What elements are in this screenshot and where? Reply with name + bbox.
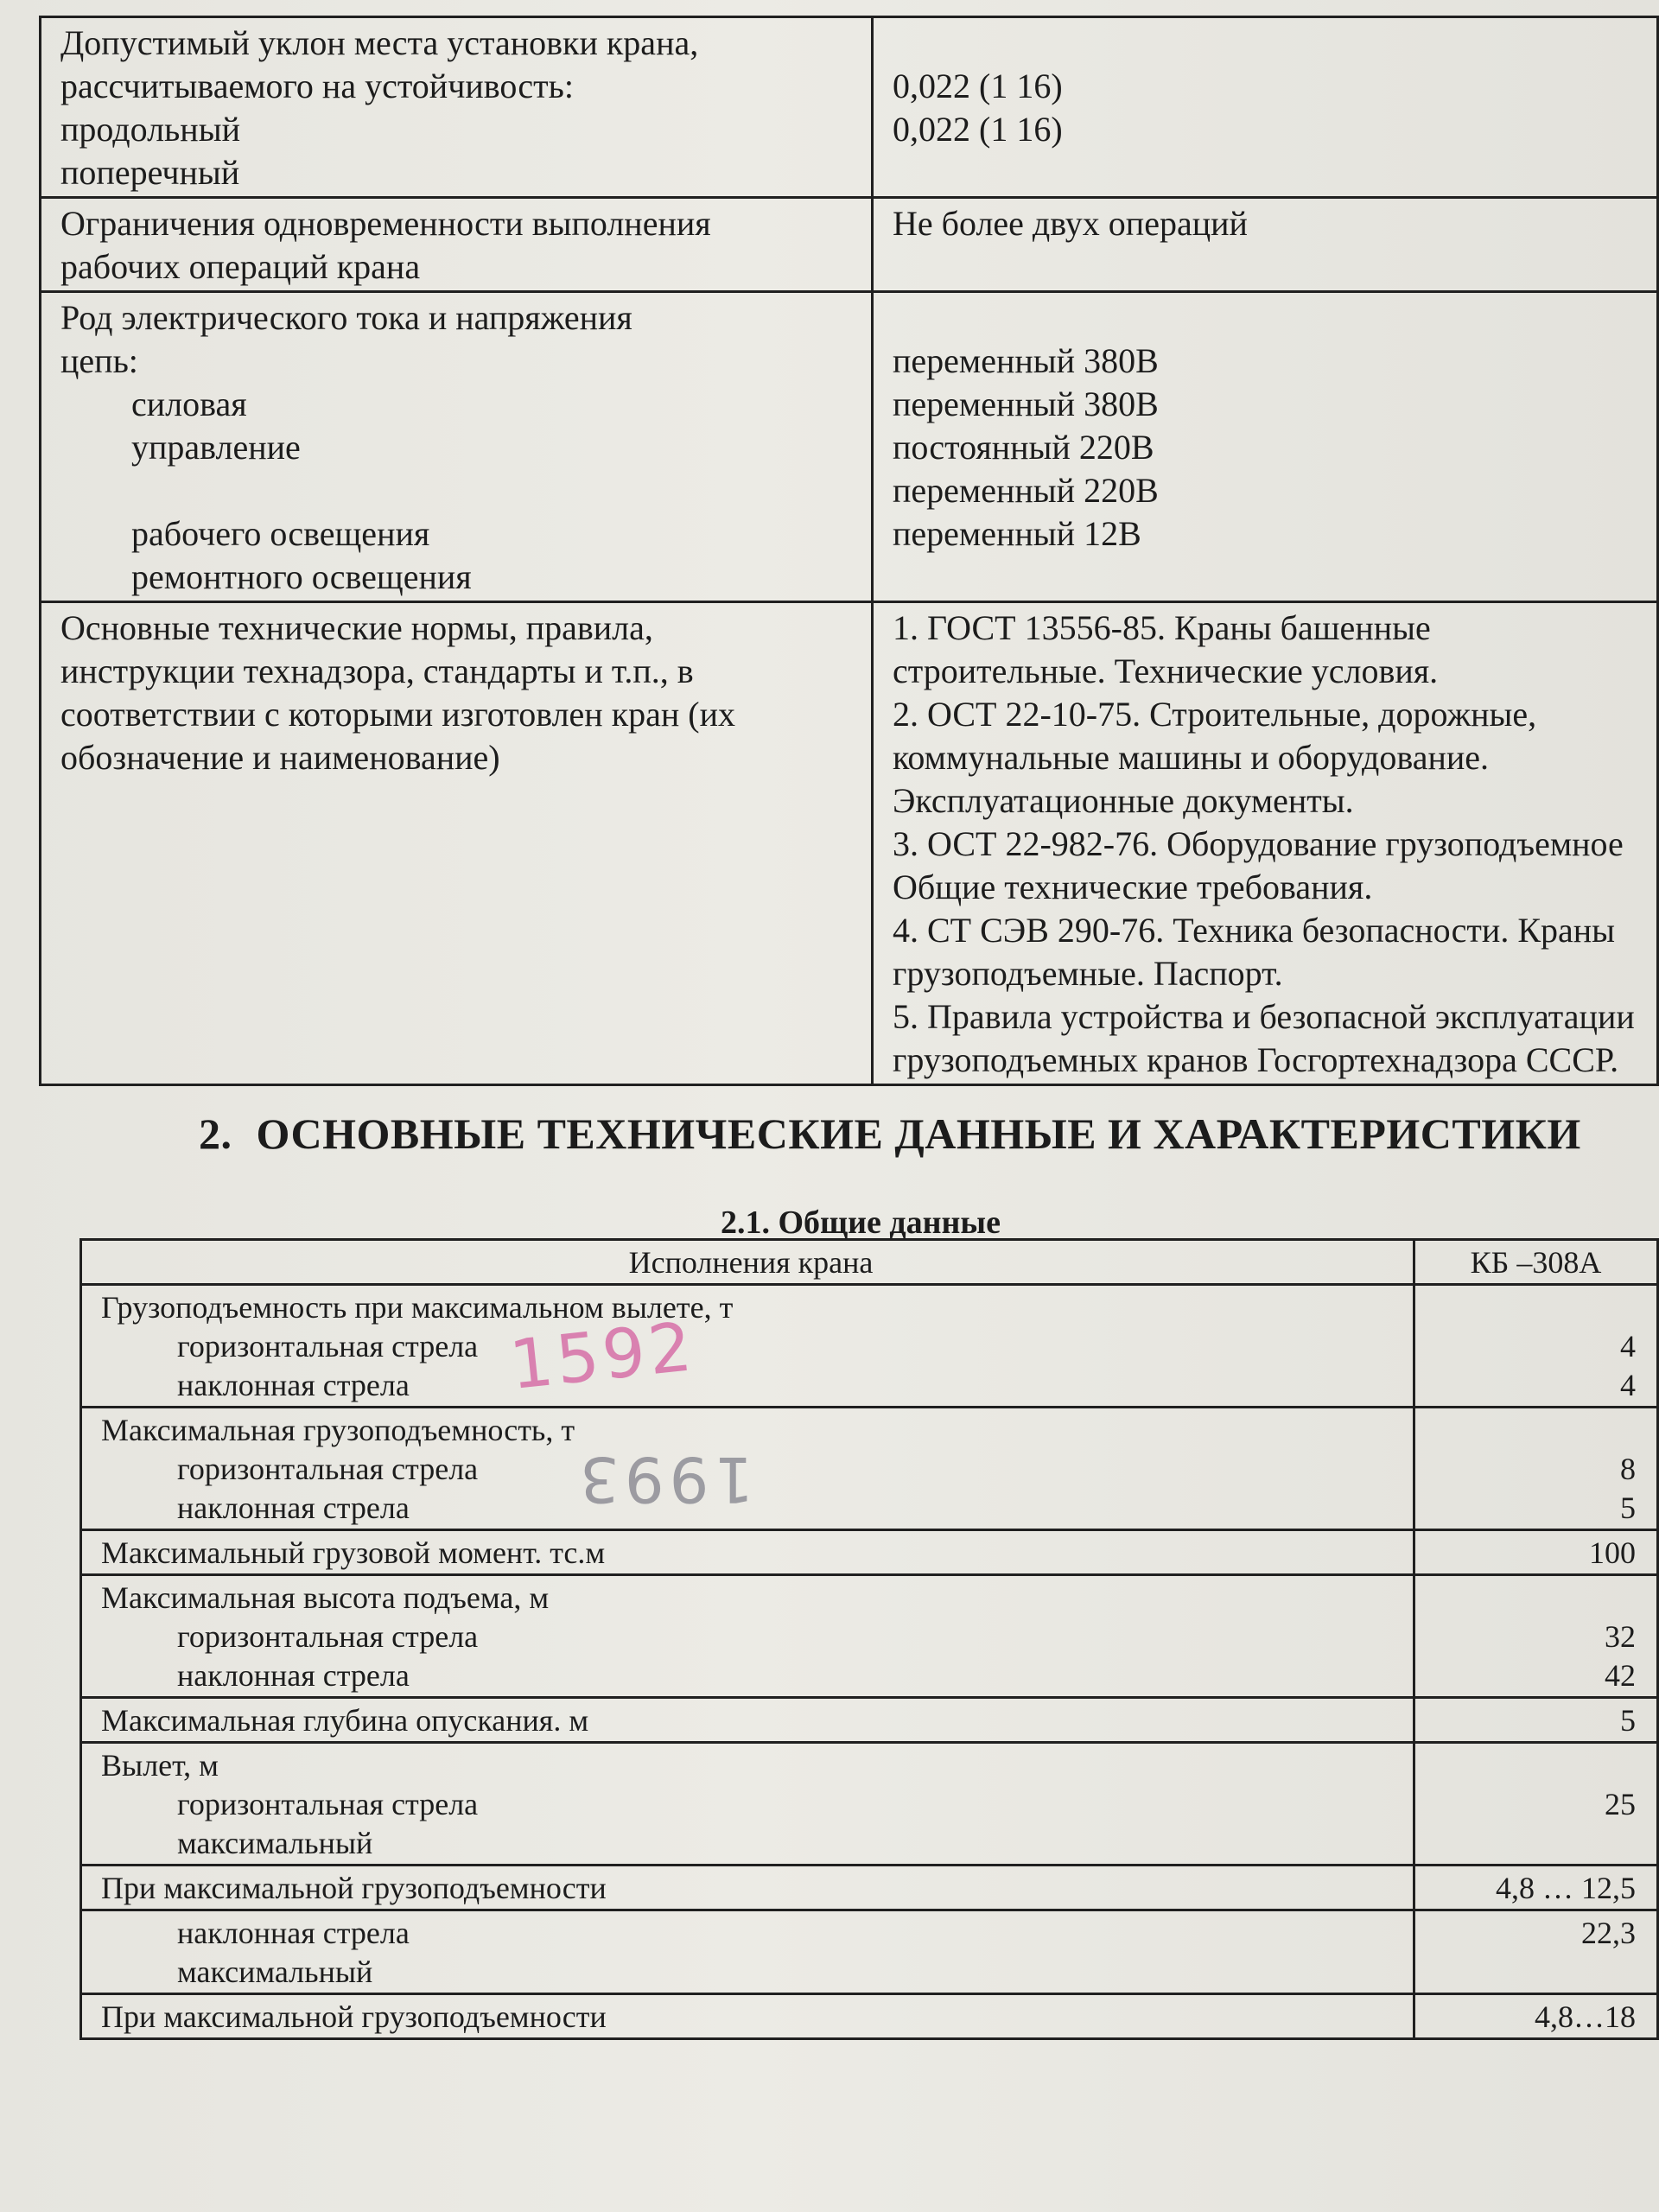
general-info-table: [39, 16, 1659, 1086]
table-row: [81, 1994, 1658, 2039]
label-cell: [81, 1910, 1414, 1994]
table-row: [81, 1575, 1658, 1698]
standard-item: строительные. Технические условия.: [893, 652, 1439, 690]
table-row: [81, 1910, 1658, 1994]
table-row: [41, 292, 1658, 602]
table-row: [81, 1866, 1658, 1910]
specs-table: [79, 1238, 1659, 2040]
sub-label: ремонтного освещения: [131, 557, 472, 596]
label-cell: [81, 1285, 1414, 1408]
section-title: ОСНОВНЫЕ ТЕХНИЧЕСКИЕ ДАННЫЕ И ХАРАКТЕРИСТИКИ: [256, 1109, 1581, 1158]
row-label: Максимальная грузоподъемность, т: [101, 1413, 575, 1447]
row-label: Ограничения одновременности выполнения: [60, 204, 711, 243]
row-label: рабочих операций крана: [60, 247, 421, 286]
value-cell: [873, 198, 1658, 292]
sub-label: максимальный: [177, 1955, 373, 1989]
sub-label: рабочего освещения: [131, 514, 430, 553]
sub-label: горизонтальная стрела: [177, 1452, 479, 1486]
value-cell: [1414, 1575, 1658, 1698]
value: 4: [1620, 1329, 1636, 1363]
table-row: [41, 17, 1658, 198]
value: 0,022 (1 16): [893, 110, 1063, 149]
sub-label: горизонтальная стрела: [177, 1619, 479, 1654]
value: 4,8 … 12,5: [1414, 1866, 1658, 1910]
standard-item: Эксплуатационные документы.: [893, 781, 1354, 820]
value: 4,8…18: [1414, 1994, 1658, 2039]
sub-label: максимальный: [177, 1826, 373, 1860]
value: постоянный 220В: [893, 428, 1154, 467]
label-cell: [81, 1743, 1414, 1866]
label-cell: [41, 198, 873, 292]
standard-item: коммунальные машины и оборудование.: [893, 738, 1490, 777]
value: Не более двух операций: [893, 204, 1248, 243]
value: 4: [1620, 1368, 1636, 1402]
value: 8: [1620, 1452, 1636, 1486]
sub-label: управление: [131, 428, 301, 467]
sub-label: продольный: [60, 110, 240, 149]
label-cell: [41, 292, 873, 602]
row-label: Максимальный грузовой момент. тс.м: [81, 1530, 1414, 1575]
column-header: Исполнения крана: [81, 1240, 1414, 1285]
sub-label: наклонная стрела: [177, 1916, 410, 1950]
table-row: [81, 1530, 1658, 1575]
value: 25: [1414, 1743, 1658, 1866]
row-label: Допустимый уклон места установки крана,: [60, 23, 699, 62]
standard-item: 1. ГОСТ 13556-85. Краны башенные: [893, 608, 1431, 647]
label-cell: [41, 17, 873, 198]
sub-label: силовая: [131, 385, 247, 423]
value: 5: [1620, 1491, 1636, 1525]
value: переменный 12В: [893, 514, 1141, 553]
value-cell: [873, 602, 1658, 1085]
column-header: КБ –308А: [1414, 1240, 1658, 1285]
sub-label: горизонтальная стрела: [177, 1329, 479, 1363]
standard-item: грузоподъемных кранов Госгортехнадзора СССР.: [893, 1040, 1619, 1079]
sub-label: поперечный: [60, 153, 240, 192]
sub-label: наклонная стрела: [177, 1658, 410, 1693]
row-label: При максимальной грузоподъемности: [81, 1994, 1414, 2039]
standard-item: Общие технические требования.: [893, 868, 1373, 906]
value: 42: [1605, 1658, 1636, 1693]
value: 5: [1414, 1698, 1658, 1743]
row-label: При максимальной грузоподъемности: [81, 1866, 1414, 1910]
value-cell: [1414, 1285, 1658, 1408]
table-row: [81, 1285, 1658, 1408]
subsection-title: 2.1. Общие данные: [721, 1205, 1001, 1241]
standard-item: 2. ОСТ 22-10-75. Строительные, дорожные,: [893, 695, 1537, 734]
row-label: обозначение и наименование): [60, 738, 500, 777]
value-cell: [1414, 1408, 1658, 1530]
row-label: Вылет, м: [101, 1748, 219, 1783]
table-row: [81, 1408, 1658, 1530]
value: 0,022 (1 16): [893, 67, 1063, 105]
standard-item: 3. ОСТ 22-982-76. Оборудование грузоподъемное: [893, 824, 1624, 863]
sub-label: наклонная стрела: [177, 1368, 410, 1402]
standard-item: 5. Правила устройства и безопасной эксплуатации: [893, 997, 1635, 1036]
table-header-row: [81, 1240, 1658, 1285]
row-label: рассчитываемого на устойчивость:: [60, 67, 574, 105]
section-number: 2.: [199, 1109, 232, 1158]
row-label: Максимальная высота подъема, м: [101, 1580, 550, 1615]
value: переменный 380В: [893, 341, 1159, 380]
row-label: цепь:: [60, 341, 138, 380]
handwritten-mark: 1592: [505, 1308, 699, 1405]
standard-item: 4. СТ СЭВ 290-76. Техника безопасности. Краны: [893, 911, 1616, 950]
row-label: Основные технические нормы, правила,: [60, 608, 653, 647]
value-cell: [873, 17, 1658, 198]
value-cell: [873, 292, 1658, 602]
label-cell: [41, 602, 873, 1085]
sub-label: горизонтальная стрела: [177, 1787, 479, 1821]
row-label: Род электрического тока и напряжения: [60, 298, 632, 337]
row-label: Грузоподъемность при максимальном вылете, т: [101, 1290, 734, 1325]
value: 32: [1605, 1619, 1636, 1654]
value: переменный 380В: [893, 385, 1159, 423]
table-row: [41, 198, 1658, 292]
handwritten-mark: 1993: [575, 1443, 754, 1516]
section-heading: [199, 1109, 1581, 1159]
table-row: [81, 1743, 1658, 1866]
value: 22,3: [1414, 1910, 1658, 1994]
sub-label: наклонная стрела: [177, 1491, 410, 1525]
table-row: [41, 602, 1658, 1085]
row-label: Максимальная глубина опускания. м: [81, 1698, 1414, 1743]
value: 100: [1414, 1530, 1658, 1575]
value: переменный 220В: [893, 471, 1159, 510]
label-cell: [81, 1575, 1414, 1698]
table-row: [81, 1698, 1658, 1743]
row-label: соответствии с которыми изготовлен кран (их: [60, 695, 736, 734]
standard-item: грузоподъемные. Паспорт.: [893, 954, 1283, 993]
row-label: инструкции технадзора, стандарты и т.п., в: [60, 652, 694, 690]
